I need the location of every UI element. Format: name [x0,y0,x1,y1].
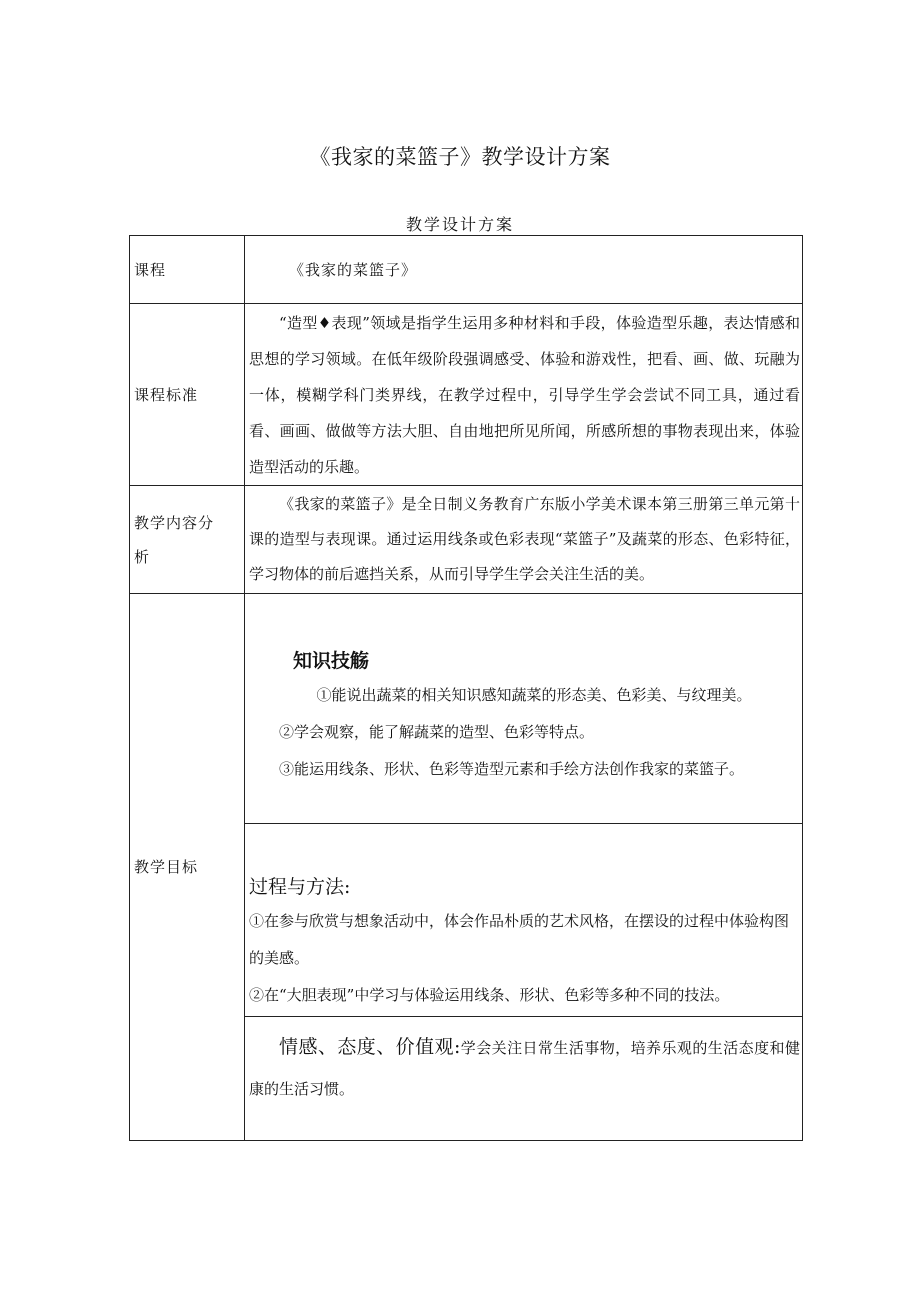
process-heading: 过程与方法: [249,876,351,898]
standard-content [245,304,803,486]
knowledge-heading: 知识技觞 [293,650,370,672]
analysis-label: 教学内容分析 [130,486,245,594]
attitude-heading: 情感、态度、价值观: [279,1036,461,1058]
knowledge-item: ①能说出蔬菜的相关知识感知蔬菜的形态美、色彩美、与纹理美。 [316,686,752,704]
course-name: 《我家的菜篮子》 [289,261,418,279]
process-item: ①在参与欣赏与想象活动中，体会作品朴质的艺术风格，在摆设的过程中体验构图的美感。 [249,912,790,967]
attitude-body: 学会关注日常生活事物，培养乐观的生活态度和健康的生活习惯。 [249,1039,800,1098]
attitude-content [245,1017,803,1141]
standard-label: 课程标准 [130,304,245,486]
analysis-row [130,486,803,594]
knowledge-item: ②学会观察，能了解蔬菜的造型、色彩等特点。 [279,723,595,741]
document-title: 《我家的菜篮子》教学设计方案 [309,145,611,169]
course-value-cell [245,236,803,304]
course-label: 课程 [130,236,245,304]
knowledge-content [245,594,803,824]
goals-knowledge-row [130,594,803,824]
process-content [245,824,803,1017]
lesson-plan-table [129,235,803,1141]
standard-text: “造型♦表现”领域是指学生运用多种材料和手段，体验造型乐趣，表达情感和思想的学习领域。在低年级阶段强调感受、体验和游戏性，把看、画、做、玩融为一体，模糊学科门类界线，在教学过程中，引导学生学会尝试不同工具，通过看看、画画、做做等方法大胆、自由地把所见所闻，所感所想的事物表现出来，体验造型活动的乐趣。 [249,313,800,476]
course-row [130,236,803,304]
analysis-content [245,486,803,594]
attitude-text [249,1027,800,1110]
analysis-text: 《我家的菜篮子》是全日制义务教育广东版小学美术课本第三册第三单元第十课的造型与表现课。通过运用线条或色彩表现“菜篮子”及蔬菜的形态、色彩特征，学习物体的前后遮挡关系，从而引导学生学会关注生活的美。 [249,495,800,583]
process-item: ②在“大胆表现”中学习与体验运用线条、形状、色彩等多种不同的技法。 [249,986,730,1004]
goals-label: 教学目标 [130,594,245,1141]
standard-row [130,304,803,486]
table-caption: 教学设计方案 [405,215,514,234]
knowledge-item: ③能运用线条、形状、色彩等造型元素和手绘方法创作我家的菜篮子。 [279,760,745,778]
